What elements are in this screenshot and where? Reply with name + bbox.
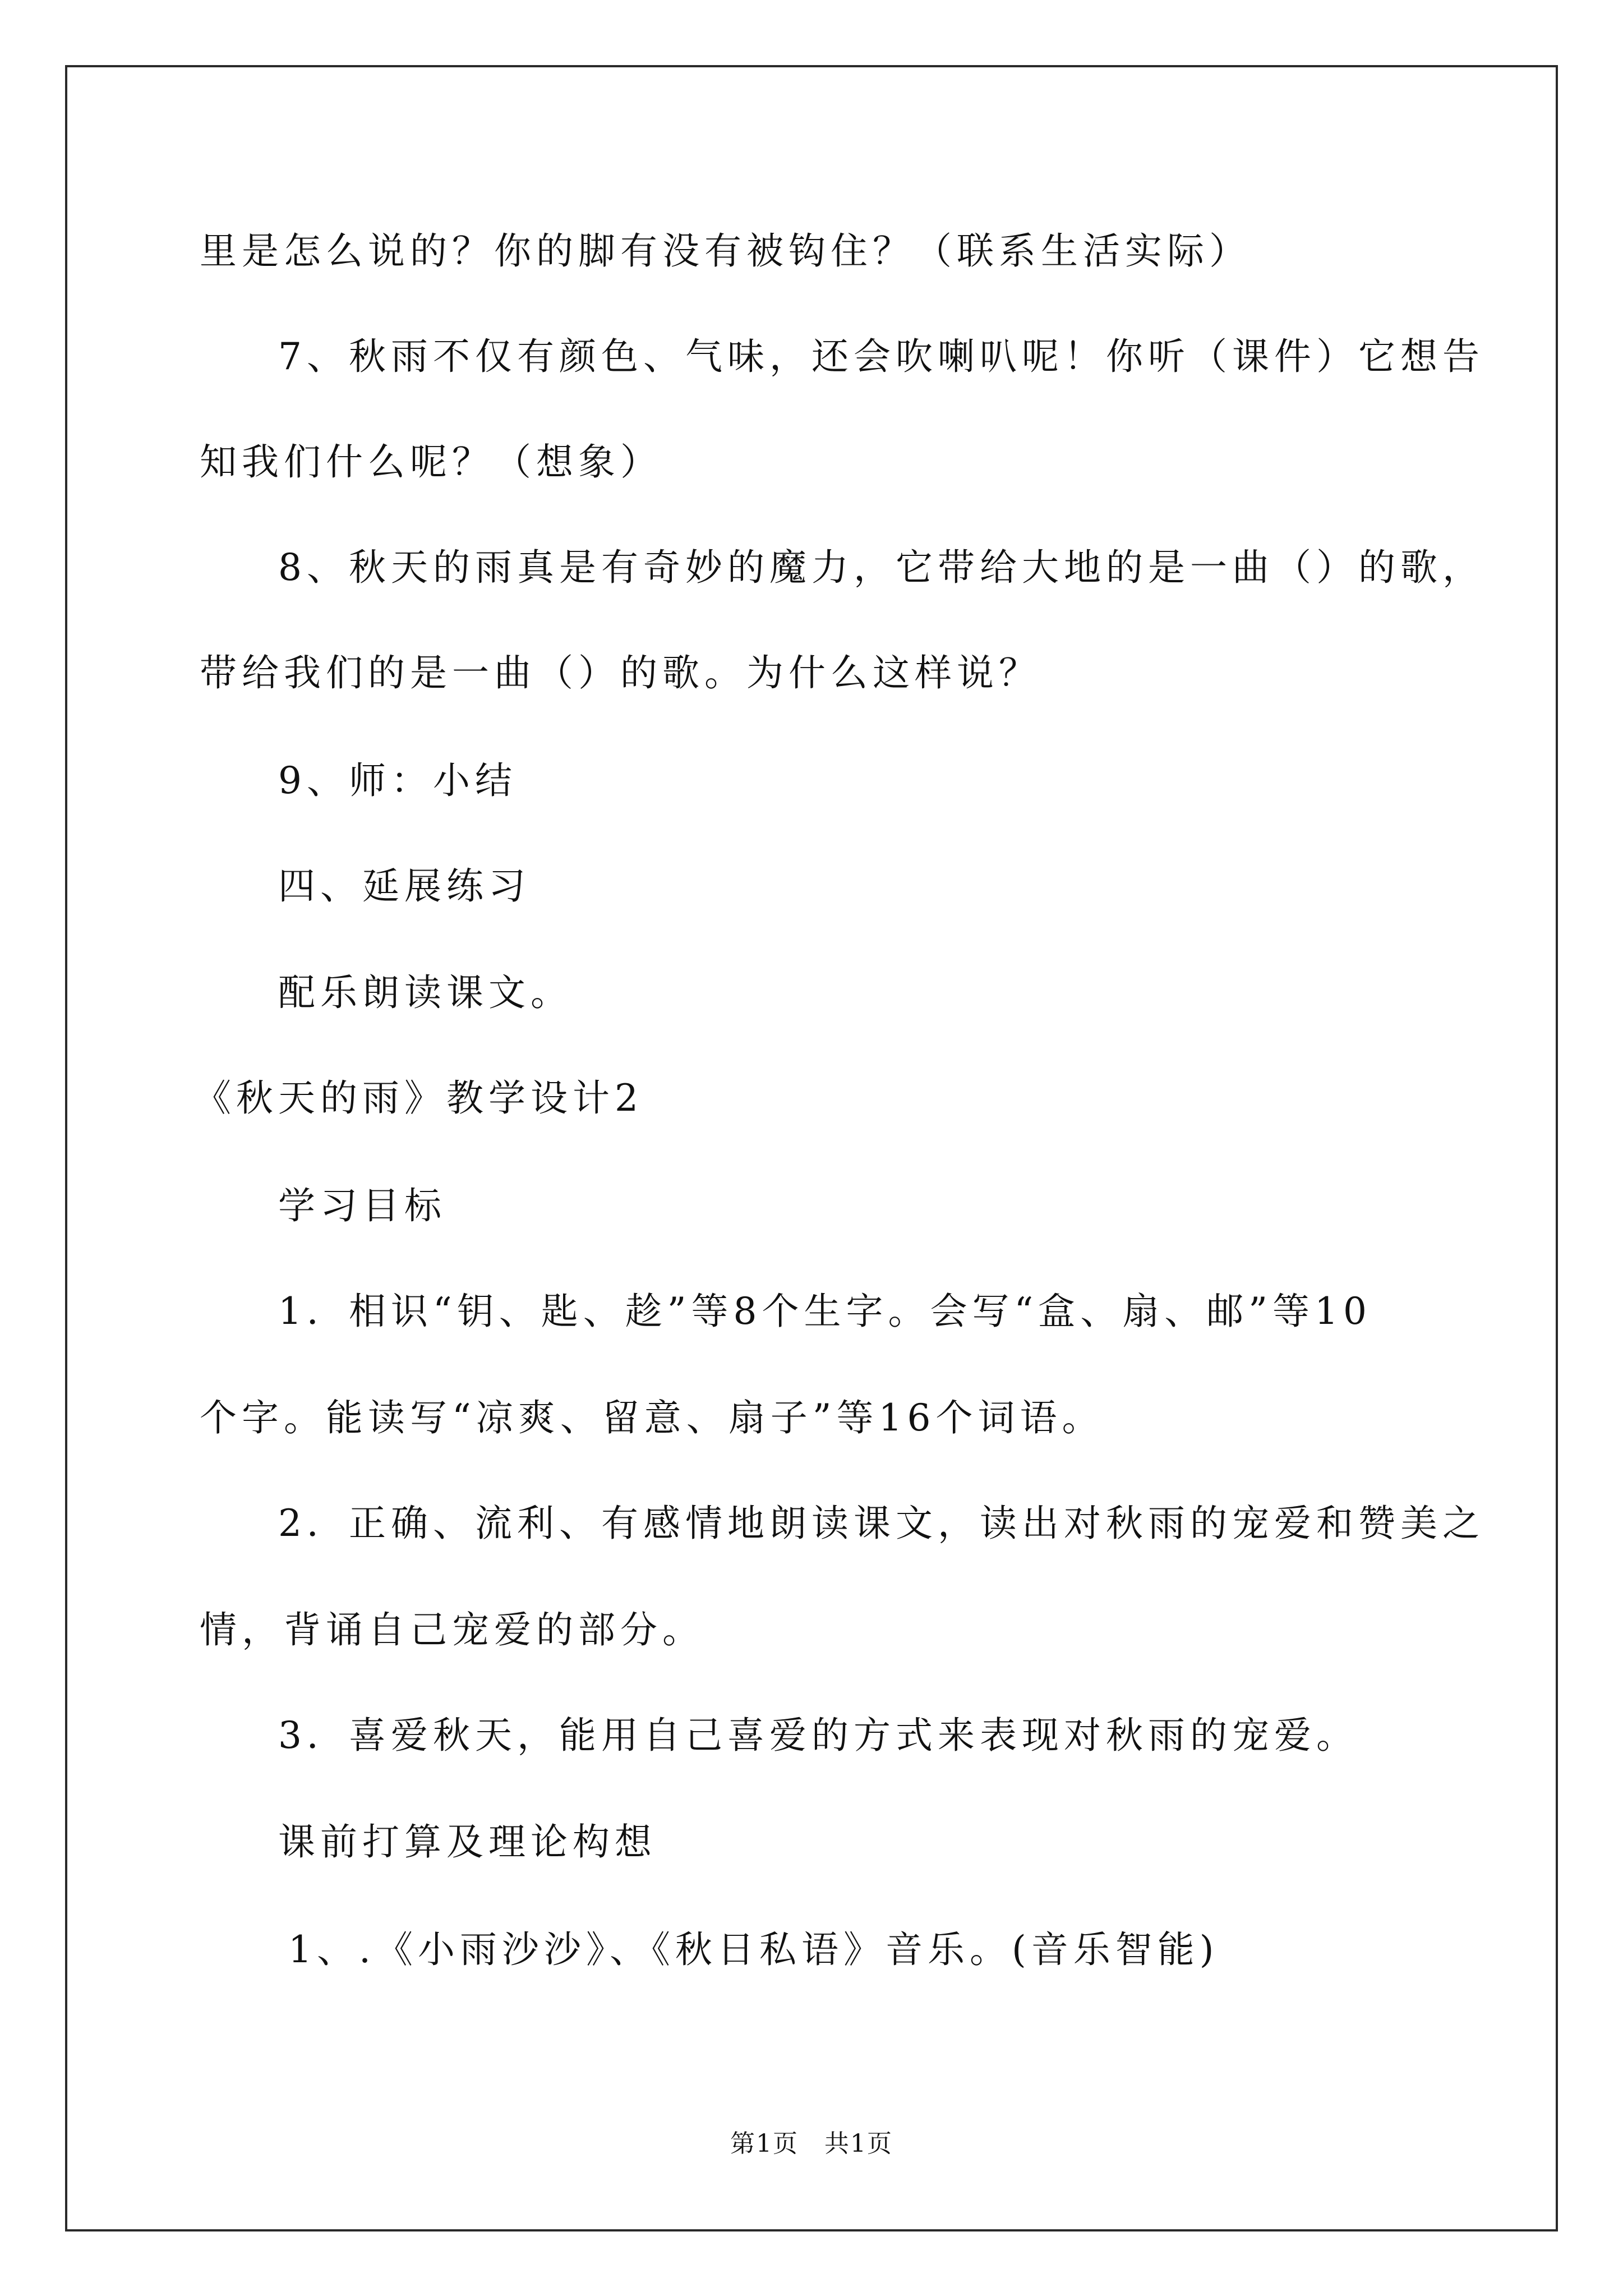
text-line: 2．正确、流利、有感情地朗读课文，读出对秋雨的宠爱和赞美之 [278, 1502, 1484, 1545]
text-line: 个字。能读写“凉爽、留意、扇子”等16个词语。 [200, 1396, 1104, 1439]
text-line: 带给我们的是一曲（）的歌。为什么这样说？ [200, 651, 1041, 694]
text-line: 7、秋雨不仅有颜色、气味，还会吹喇叭呢！你听（课件）它想告 [278, 335, 1484, 378]
document-subtitle: 《秋天的雨》教学设计2 [194, 1076, 643, 1120]
page-border [65, 65, 1558, 2231]
page-footer: 第1页 共1页 [730, 2129, 893, 2158]
text-line: 情，背诵自己宠爱的部分。 [200, 1608, 704, 1651]
text-line: 1、.《小雨沙沙》、《秋日私语》音乐。(音乐智能) [288, 1928, 1219, 1971]
section-heading: 四、延展练习 [278, 864, 531, 908]
text-line: 知我们什么呢？（想象） [200, 440, 662, 484]
text-line: 3．喜爱秋天，能用自己喜爱的方式来表现对秋雨的宠爱。 [278, 1714, 1358, 1757]
section-heading: 课前打算及理论构想 [278, 1820, 657, 1864]
text-line: 9、师：小结 [278, 759, 517, 802]
text-line: 里是怎么说的？你的脚有没有被钩住？（联系生活实际） [200, 229, 1251, 273]
section-heading: 学习目标 [278, 1184, 446, 1227]
text-line: 1．相识“钥、匙、趁”等8个生字。会写“盒、扇、邮”等10 [278, 1290, 1372, 1333]
text-line: 8、秋天的雨真是有奇妙的魔力，它带给大地的是一曲（）的歌， [278, 546, 1484, 589]
text-line: 配乐朗读课文。 [278, 971, 573, 1014]
